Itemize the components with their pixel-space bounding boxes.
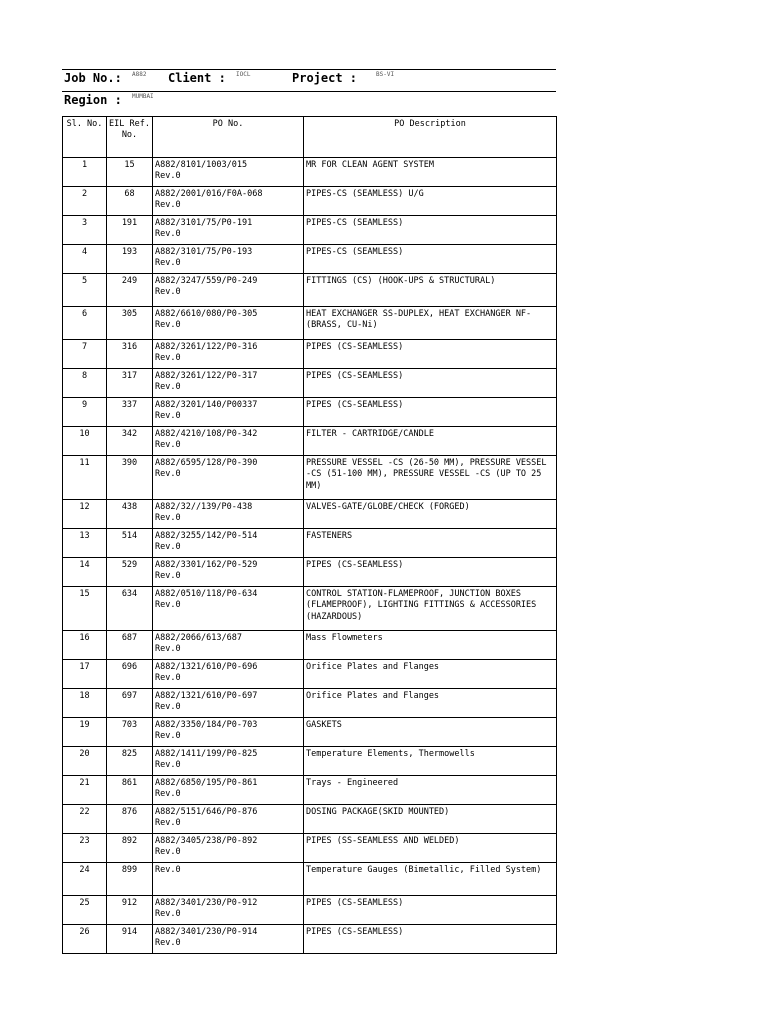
project-value: BS-VI xyxy=(376,71,395,78)
table-row xyxy=(63,718,557,747)
table-row xyxy=(63,834,557,863)
po-revision: Rev.0 xyxy=(155,171,181,182)
cell-sl-no: 20 xyxy=(63,747,107,776)
po-number: A882/3255/142/P0-514 xyxy=(155,531,258,541)
table-row xyxy=(63,245,557,274)
po-revision: Rev.0 xyxy=(155,760,181,771)
cell-po-description: FASTENERS xyxy=(304,529,557,558)
cell-po-no xyxy=(153,369,304,398)
cell-eil-ref: 899 xyxy=(107,863,153,896)
cell-eil-ref: 914 xyxy=(107,925,153,954)
cell-po-no xyxy=(153,456,304,500)
po-revision: Rev.0 xyxy=(155,938,181,949)
po-number: A882/3350/184/P0-703 xyxy=(155,720,258,730)
cell-eil-ref: 876 xyxy=(107,805,153,834)
header-mid-rule xyxy=(62,91,556,92)
cell-po-no xyxy=(153,158,304,187)
cell-po-no xyxy=(153,274,304,307)
cell-po-no xyxy=(153,245,304,274)
po-number: A882/1321/610/P0-697 xyxy=(155,691,258,701)
cell-eil-ref: 634 xyxy=(107,587,153,631)
table-row xyxy=(63,558,557,587)
cell-po-no xyxy=(153,558,304,587)
po-number: A882/6610/080/P0-305 xyxy=(155,309,258,319)
cell-po-description: PIPES (CS-SEAMLESS) xyxy=(304,896,557,925)
cell-po-no xyxy=(153,398,304,427)
cell-po-description: DOSING PACKAGE(SKID MOUNTED) xyxy=(304,805,557,834)
cell-sl-no: 14 xyxy=(63,558,107,587)
cell-sl-no: 12 xyxy=(63,500,107,529)
cell-eil-ref: 529 xyxy=(107,558,153,587)
cell-eil-ref: 892 xyxy=(107,834,153,863)
cell-eil-ref: 249 xyxy=(107,274,153,307)
table-row xyxy=(63,689,557,718)
table-row xyxy=(63,805,557,834)
cell-po-description: CONTROL STATION-FLAMEPROOF, JUNCTION BOXES (FLAMEPROOF), LIGHTING FITTINGS & ACCESSORIES (HAZARDOUS) xyxy=(304,587,557,631)
po-number: A882/3401/230/P0-912 xyxy=(155,898,258,908)
cell-po-description: PIPES-CS (SEAMLESS) U/G xyxy=(304,187,557,216)
cell-po-description: MR FOR CLEAN AGENT SYSTEM xyxy=(304,158,557,187)
po-number: A882/3101/75/P0-191 xyxy=(155,218,253,228)
cell-sl-no: 5 xyxy=(63,274,107,307)
po-revision: Rev.0 xyxy=(155,731,181,742)
cell-eil-ref: 68 xyxy=(107,187,153,216)
cell-po-description: PIPES (CS-SEAMLESS) xyxy=(304,398,557,427)
po-number: A882/3247/559/P0-249 xyxy=(155,276,258,286)
table-row xyxy=(63,587,557,631)
po-revision: Rev.0 xyxy=(155,411,181,422)
cell-eil-ref: 438 xyxy=(107,500,153,529)
cell-sl-no: 13 xyxy=(63,529,107,558)
table-body xyxy=(63,158,557,954)
table-header-row xyxy=(63,117,557,158)
po-number: A882/2001/016/F0A-068 xyxy=(155,189,263,199)
cell-eil-ref: 696 xyxy=(107,660,153,689)
table-row xyxy=(63,863,557,896)
col-header-eil-ref: EIL Ref. No. xyxy=(107,117,153,158)
table-row xyxy=(63,427,557,456)
region-value: MUMBAI xyxy=(132,93,154,100)
table-row xyxy=(63,187,557,216)
cell-sl-no: 16 xyxy=(63,631,107,660)
cell-eil-ref: 912 xyxy=(107,896,153,925)
cell-sl-no: 24 xyxy=(63,863,107,896)
cell-sl-no: 17 xyxy=(63,660,107,689)
po-number: A882/3301/162/P0-529 xyxy=(155,560,258,570)
po-revision: Rev.0 xyxy=(155,673,181,684)
po-revision: Rev.0 xyxy=(155,200,181,211)
client-value: IOCL xyxy=(236,71,251,78)
po-number: A882/5151/646/P0-876 xyxy=(155,807,258,817)
cell-eil-ref: 316 xyxy=(107,340,153,369)
po-revision: Rev.0 xyxy=(155,513,181,524)
po-revision: Rev.0 xyxy=(155,847,181,858)
header-top-rule xyxy=(62,69,556,70)
table-row xyxy=(63,776,557,805)
cell-po-description: PRESSURE VESSEL -CS (26-50 MM), PRESSURE VESSEL -CS (51-100 MM), PRESSURE VESSEL -CS (UP TO 25 MM) xyxy=(304,456,557,500)
cell-po-description: Orifice Plates and Flanges xyxy=(304,660,557,689)
job-label: Job No.: xyxy=(64,71,122,85)
cell-po-no xyxy=(153,187,304,216)
po-revision: Rev.0 xyxy=(155,909,181,920)
table-row xyxy=(63,631,557,660)
po-revision: Rev.0 xyxy=(155,571,181,582)
cell-sl-no: 25 xyxy=(63,896,107,925)
cell-po-no xyxy=(153,216,304,245)
po-revision: Rev.0 xyxy=(155,789,181,800)
cell-po-description: HEAT EXCHANGER SS-DUPLEX, HEAT EXCHANGER NF-(BRASS, CU-Ni) xyxy=(304,307,557,340)
cell-po-no xyxy=(153,500,304,529)
cell-sl-no: 2 xyxy=(63,187,107,216)
cell-sl-no: 8 xyxy=(63,369,107,398)
po-revision: Rev.0 xyxy=(155,818,181,829)
cell-po-no xyxy=(153,718,304,747)
cell-po-description: Temperature Elements, Thermowells xyxy=(304,747,557,776)
job-value: A882 xyxy=(132,71,147,78)
cell-po-description: GASKETS xyxy=(304,718,557,747)
cell-sl-no: 1 xyxy=(63,158,107,187)
table-row xyxy=(63,398,557,427)
po-number: A882/3101/75/P0-193 xyxy=(155,247,253,257)
cell-eil-ref: 15 xyxy=(107,158,153,187)
po-number: A882/1321/610/P0-696 xyxy=(155,662,258,672)
cell-po-description: PIPES-CS (SEAMLESS) xyxy=(304,245,557,274)
cell-eil-ref: 317 xyxy=(107,369,153,398)
cell-po-no xyxy=(153,863,304,896)
cell-po-no xyxy=(153,660,304,689)
table-row xyxy=(63,500,557,529)
cell-po-no xyxy=(153,587,304,631)
cell-po-description: VALVES-GATE/GLOBE/CHECK (FORGED) xyxy=(304,500,557,529)
cell-po-no xyxy=(153,805,304,834)
table-row xyxy=(63,660,557,689)
cell-po-description: Temperature Gauges (Bimetallic, Filled System) xyxy=(304,863,557,896)
po-number: A882/3261/122/P0-316 xyxy=(155,342,258,352)
cell-sl-no: 10 xyxy=(63,427,107,456)
po-table xyxy=(62,116,557,954)
po-number: A882/4210/108/P0-342 xyxy=(155,429,258,439)
cell-eil-ref: 390 xyxy=(107,456,153,500)
client-label: Client : xyxy=(168,71,226,85)
cell-po-no xyxy=(153,427,304,456)
table-row xyxy=(63,456,557,500)
po-number: A882/3405/238/P0-892 xyxy=(155,836,258,846)
cell-po-description: Trays - Engineered xyxy=(304,776,557,805)
cell-po-no xyxy=(153,307,304,340)
po-revision: Rev.0 xyxy=(155,542,181,553)
table-row xyxy=(63,158,557,187)
table-row xyxy=(63,216,557,245)
po-revision: Rev.0 xyxy=(155,440,181,451)
po-revision: Rev.0 xyxy=(155,320,181,331)
po-revision: Rev.0 xyxy=(155,702,181,713)
cell-po-no xyxy=(153,776,304,805)
cell-eil-ref: 337 xyxy=(107,398,153,427)
table-row xyxy=(63,274,557,307)
table-row xyxy=(63,307,557,340)
cell-po-description: PIPES-CS (SEAMLESS) xyxy=(304,216,557,245)
cell-eil-ref: 514 xyxy=(107,529,153,558)
cell-po-description: PIPES (SS-SEAMLESS AND WELDED) xyxy=(304,834,557,863)
col-header-sl: Sl. No. xyxy=(63,117,107,158)
cell-po-description: PIPES (CS-SEAMLESS) xyxy=(304,558,557,587)
table-row xyxy=(63,369,557,398)
col-header-po-no: PO No. xyxy=(153,117,304,158)
col-header-po-description: PO Description xyxy=(304,117,557,158)
cell-po-no xyxy=(153,631,304,660)
po-number: A882/0510/118/P0-634 xyxy=(155,589,258,599)
cell-sl-no: 26 xyxy=(63,925,107,954)
cell-sl-no: 15 xyxy=(63,587,107,631)
cell-sl-no: 4 xyxy=(63,245,107,274)
cell-eil-ref: 193 xyxy=(107,245,153,274)
po-number: A882/1411/199/P0-825 xyxy=(155,749,258,759)
po-revision: Rev.0 xyxy=(155,353,181,364)
cell-po-description: PIPES (CS-SEAMLESS) xyxy=(304,340,557,369)
cell-sl-no: 7 xyxy=(63,340,107,369)
po-revision: Rev.0 xyxy=(155,865,181,875)
po-number: A882/3201/140/P00337 xyxy=(155,400,258,410)
po-revision: Rev.0 xyxy=(155,258,181,269)
cell-sl-no: 23 xyxy=(63,834,107,863)
cell-po-description: Mass Flowmeters xyxy=(304,631,557,660)
table-row xyxy=(63,529,557,558)
cell-po-no xyxy=(153,529,304,558)
cell-po-no xyxy=(153,689,304,718)
po-number: A882/3261/122/P0-317 xyxy=(155,371,258,381)
cell-sl-no: 6 xyxy=(63,307,107,340)
cell-eil-ref: 703 xyxy=(107,718,153,747)
cell-eil-ref: 191 xyxy=(107,216,153,245)
po-number: A882/3401/230/P0-914 xyxy=(155,927,258,937)
cell-eil-ref: 825 xyxy=(107,747,153,776)
cell-eil-ref: 861 xyxy=(107,776,153,805)
cell-sl-no: 22 xyxy=(63,805,107,834)
cell-po-no xyxy=(153,896,304,925)
po-revision: Rev.0 xyxy=(155,287,181,298)
table-row xyxy=(63,925,557,954)
po-revision: Rev.0 xyxy=(155,600,181,611)
cell-po-description: FILTER - CARTRIDGE/CANDLE xyxy=(304,427,557,456)
cell-eil-ref: 342 xyxy=(107,427,153,456)
cell-po-no xyxy=(153,925,304,954)
po-number: A882/32//139/P0-438 xyxy=(155,502,253,512)
po-number: A882/6850/195/P0-861 xyxy=(155,778,258,788)
table-row xyxy=(63,747,557,776)
cell-po-no xyxy=(153,747,304,776)
po-revision: Rev.0 xyxy=(155,382,181,393)
cell-eil-ref: 305 xyxy=(107,307,153,340)
cell-po-no xyxy=(153,834,304,863)
po-revision: Rev.0 xyxy=(155,644,181,655)
po-revision: Rev.0 xyxy=(155,229,181,240)
cell-eil-ref: 697 xyxy=(107,689,153,718)
cell-sl-no: 9 xyxy=(63,398,107,427)
cell-eil-ref: 687 xyxy=(107,631,153,660)
project-label: Project : xyxy=(292,71,358,85)
cell-po-description: FITTINGS (CS) (HOOK-UPS & STRUCTURAL) xyxy=(304,274,557,307)
region-label: Region : xyxy=(64,93,122,107)
cell-sl-no: 18 xyxy=(63,689,107,718)
po-revision: Rev.0 xyxy=(155,469,181,480)
po-number: A882/8101/1003/015 xyxy=(155,160,248,170)
table-row xyxy=(63,340,557,369)
table-row xyxy=(63,896,557,925)
cell-sl-no: 3 xyxy=(63,216,107,245)
po-number: A882/6595/128/P0-390 xyxy=(155,458,258,468)
cell-po-no xyxy=(153,340,304,369)
cell-po-description: Orifice Plates and Flanges xyxy=(304,689,557,718)
cell-sl-no: 11 xyxy=(63,456,107,500)
cell-po-description: PIPES (CS-SEAMLESS) xyxy=(304,369,557,398)
po-number: A882/2066/613/687 xyxy=(155,633,242,643)
cell-sl-no: 19 xyxy=(63,718,107,747)
cell-po-description: PIPES (CS-SEAMLESS) xyxy=(304,925,557,954)
cell-sl-no: 21 xyxy=(63,776,107,805)
